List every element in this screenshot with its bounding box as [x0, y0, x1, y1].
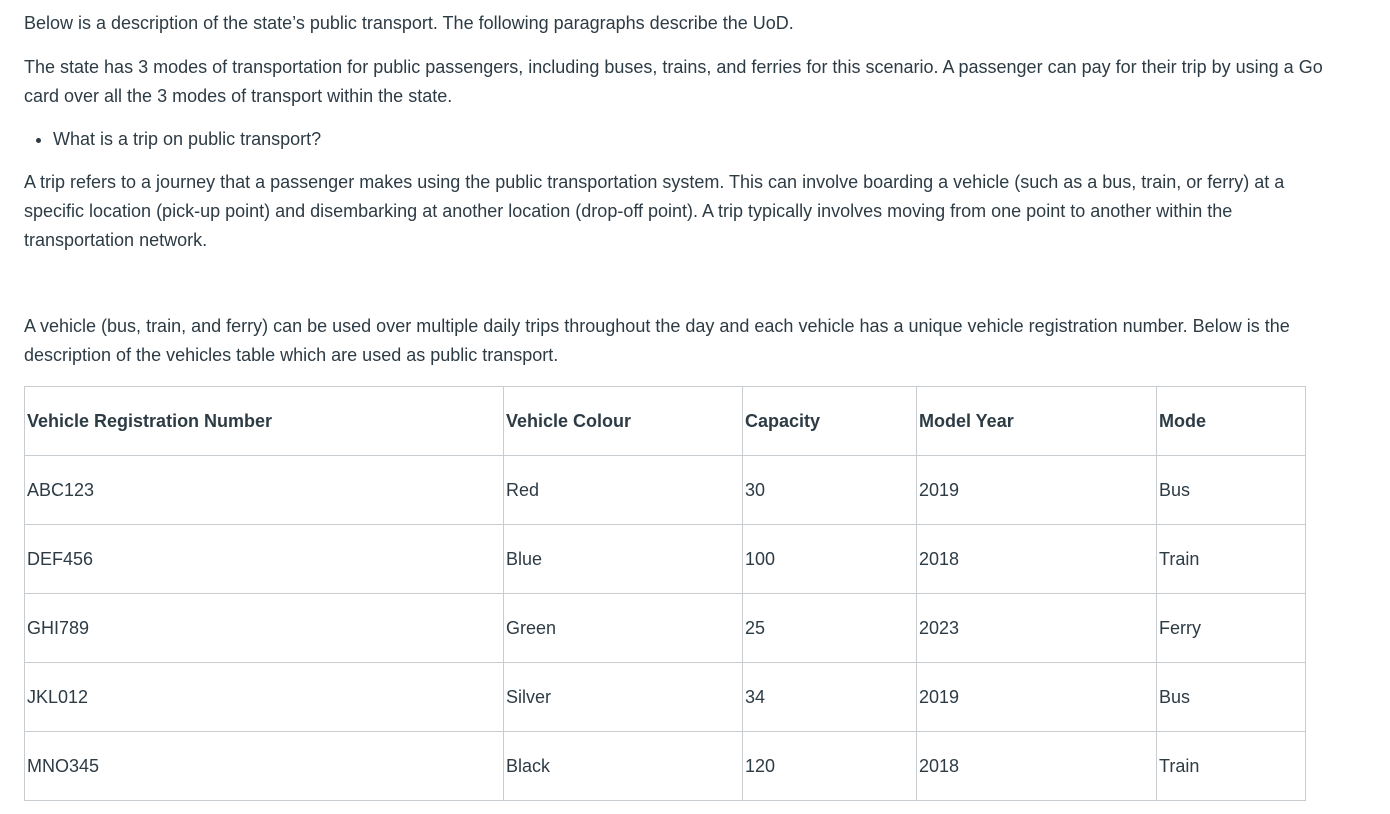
vehicle-description-paragraph: A vehicle (bus, train, and ferry) can be used over multiple daily trips throughout the day and each vehicle has a unique vehicle registration number. Below is the description of the vehicles table which are used as public transport. [24, 316, 1290, 365]
cell-mode: Ferry [1157, 594, 1306, 663]
cell-vehicle-colour: Black [504, 732, 743, 801]
vehicles-table [24, 386, 1306, 801]
header-model-year: Model Year [917, 387, 1157, 456]
table-row [25, 732, 1306, 801]
bullet-list [24, 125, 1344, 154]
cell-model-year: 2023 [917, 594, 1157, 663]
modes-paragraph: The state has 3 modes of transportation for public passengers, including buses, trains, and ferries for this scenario. A passenger can pay for their trip by using a Go card over all the 3 modes of transport within the state. [24, 57, 1323, 106]
cell-vehicle-colour: Silver [504, 663, 743, 732]
cell-model-year: 2019 [917, 663, 1157, 732]
table-row [25, 525, 1306, 594]
cell-capacity: 25 [743, 594, 917, 663]
cell-capacity: 30 [743, 456, 917, 525]
cell-registration-number: JKL012 [25, 663, 504, 732]
cell-capacity: 120 [743, 732, 917, 801]
cell-capacity: 34 [743, 663, 917, 732]
cell-mode: Bus [1157, 456, 1306, 525]
table-row [25, 663, 1306, 732]
cell-model-year: 2019 [917, 456, 1157, 525]
cell-vehicle-colour: Red [504, 456, 743, 525]
cell-registration-number: ABC123 [25, 456, 504, 525]
cell-vehicle-colour: Blue [504, 525, 743, 594]
header-mode: Mode [1157, 387, 1306, 456]
cell-model-year: 2018 [917, 732, 1157, 801]
table-row [25, 594, 1306, 663]
table-header-row [25, 387, 1306, 456]
cell-registration-number: MNO345 [25, 732, 504, 801]
cell-registration-number: DEF456 [25, 525, 504, 594]
bullet-item-trip-question: • What is a trip on public transport? [53, 125, 1344, 154]
cell-registration-number: GHI789 [25, 594, 504, 663]
cell-capacity: 100 [743, 525, 917, 594]
header-registration-number: Vehicle Registration Number [25, 387, 504, 456]
cell-mode: Train [1157, 525, 1306, 594]
intro-paragraph: Below is a description of the state’s public transport. The following paragraphs describe the UoD. [24, 13, 794, 33]
cell-model-year: 2018 [917, 525, 1157, 594]
cell-vehicle-colour: Green [504, 594, 743, 663]
cell-mode: Bus [1157, 663, 1306, 732]
header-capacity: Capacity [743, 387, 917, 456]
trip-definition-paragraph: A trip refers to a journey that a passenger makes using the public transportation system. This can involve boarding a vehicle (such as a bus, train, or ferry) at a specific location (pick-up point) and disembarking at another location (drop-off point). A trip typically involves moving from one point to another within the transportation network. [24, 172, 1285, 250]
cell-mode: Train [1157, 732, 1306, 801]
table-row [25, 456, 1306, 525]
header-vehicle-colour: Vehicle Colour [504, 387, 743, 456]
